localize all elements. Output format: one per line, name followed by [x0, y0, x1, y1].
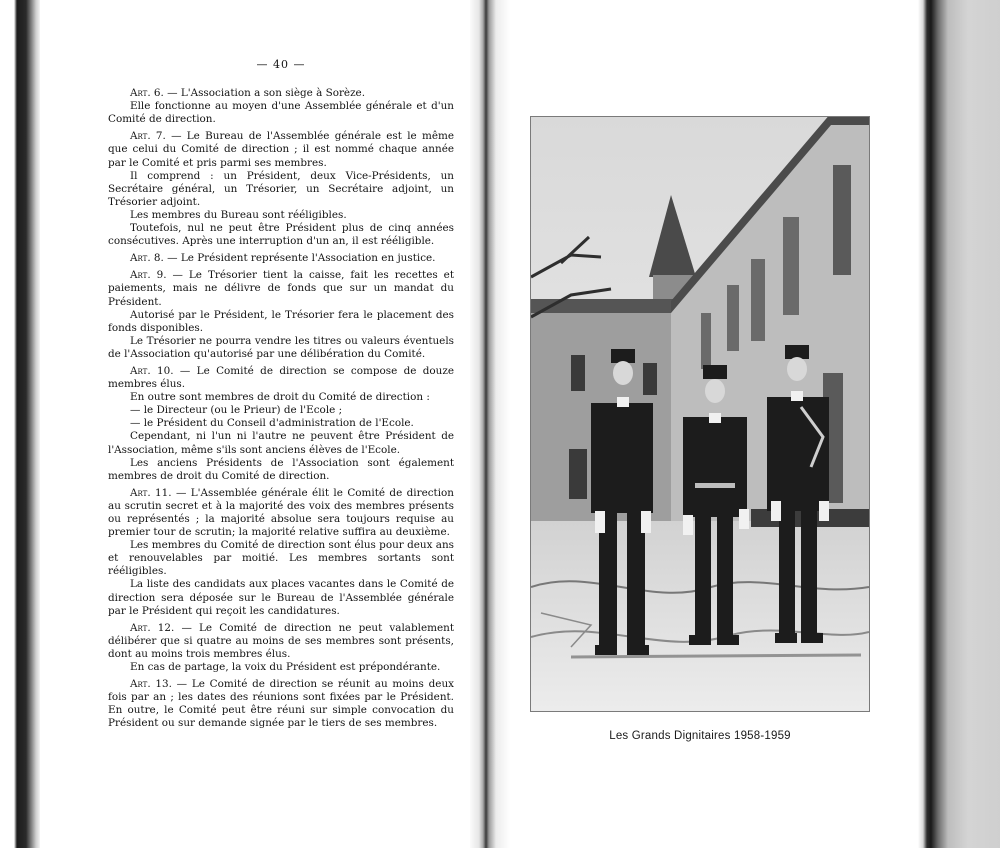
text-paragraph: [108, 417, 454, 430]
article-label: Art. 7.: [130, 130, 166, 143]
text-paragraph: [108, 430, 454, 456]
text-paragraph: [108, 309, 454, 335]
article-paragraph: [108, 252, 454, 265]
paragraph-text: En outre sont membres de droit du Comité de direction :: [130, 391, 430, 404]
text-paragraph: [108, 222, 454, 248]
text-paragraph: [108, 170, 454, 209]
dignitaries-photo: [530, 116, 870, 712]
article-paragraph: [108, 678, 454, 730]
text-paragraph: [108, 457, 454, 483]
paragraph-text: — Le Comité de direction ne peut valablement délibérer que si quatre au moins de ses membres sont présents, dont au moins trois membres élus.: [108, 621, 454, 660]
book-gutter: [470, 0, 510, 848]
page-number: — 40 —: [256, 58, 306, 71]
left-page: [108, 58, 454, 731]
text-paragraph: [108, 539, 454, 578]
article-label: Art. 12.: [130, 621, 175, 634]
text-paragraph: [108, 578, 454, 617]
paragraph-text: Cependant, ni l'un ni l'autre ne peuvent être Président de l'Association, même s'ils sont anciens élèves de l'Ecole.: [108, 430, 454, 456]
paragraph-text: Toutefois, nul ne peut être Président plus de cinq années consécutives. Après une interruption d'un an, il est rééligible.: [108, 222, 454, 248]
article-label: Art. 10.: [130, 364, 174, 377]
article-label: Art. 11.: [130, 486, 172, 499]
paragraph-text: — le Président du Conseil d'administration de l'Ecole.: [130, 417, 414, 430]
article-label: Art. 13.: [130, 678, 172, 691]
paragraph-text: Autorisé par le Président, le Trésorier fera le placement des fonds disponibles.: [108, 308, 454, 334]
article-paragraph: [108, 269, 454, 308]
paragraph-text: — L'Assemblée générale élit le Comité de direction au scrutin secret et à la majorité des voix des membres présents ou représentés ; la majorité absolue sera toujours requise au premier tour de scrutin; la majorité relative suffira au deuxième.: [108, 486, 454, 539]
photo-caption: Les Grands Dignitaires 1958-1959: [609, 730, 791, 742]
paragraph-text: — Le Trésorier tient la caisse, fait les recettes et paiements, mais ne délivre de fonds que sur un mandat du Président.: [108, 269, 454, 308]
article-label: Art. 8.: [130, 252, 164, 265]
paragraph-text: — Le Comité de direction se compose de douze membres élus.: [108, 364, 455, 391]
paragraph-text: — Le Bureau de l'Assemblée générale est le même que celui du Comité de direction ; il est nommé chaque année par le Comité et pris parmi ses membres.: [108, 130, 454, 169]
paragraph-text: — le Directeur (ou le Prieur) de l'Ecole ;: [130, 404, 343, 417]
text-paragraph: [108, 404, 454, 417]
paragraph-text: La liste des candidats aux places vacantes dans le Comité de direction sera déposée sur le Bureau de l'Assemblée générale par le Président qui reçoit les candidatures.: [108, 578, 454, 617]
article-paragraph: [108, 487, 454, 539]
paragraph-text: — L'Association a son siège à Sorèze.: [163, 87, 366, 100]
text-paragraph: [108, 391, 454, 404]
text-paragraph: [108, 661, 454, 674]
article-label: Art. 9.: [130, 269, 167, 282]
text-paragraph: [108, 335, 454, 361]
paragraph-text: Le Trésorier ne pourra vendre les titres ou valeurs éventuels de l'Association qu'autorisé par une délibération du Comité.: [108, 334, 454, 360]
text-paragraph: [108, 100, 454, 126]
paragraph-text: En cas de partage, la voix du Président est prépondérante.: [130, 661, 441, 674]
text-paragraph: [108, 209, 454, 222]
scan-binding-right: [908, 0, 1000, 848]
article-paragraph: [108, 87, 454, 100]
scan-binding-left: [0, 0, 40, 848]
paragraph-text: Les membres du Bureau sont rééligibles.: [130, 208, 347, 221]
paragraph-text: — Le Président représente l'Association en justice.: [163, 252, 436, 265]
paragraph-text: Les anciens Présidents de l'Association sont également membres de droit du Comité de direction.: [108, 456, 454, 482]
paragraph-text: Il comprend : un Président, deux Vice-Présidents, un Secrétaire général, un Trésorier, un Secrétaire adjoint, un Trésorier adjoint.: [108, 169, 454, 208]
article-paragraph: [108, 130, 454, 169]
article-paragraph: [108, 622, 454, 661]
statutes-text: [108, 87, 454, 730]
article-paragraph: [108, 365, 454, 391]
paragraph-text: Les membres du Comité de direction sont élus pour deux ans et renouvelables par moitié. Les membres sortants sont rééligibles.: [108, 539, 454, 578]
paragraph-text: — Le Comité de direction se réunit au moins deux fois par an ; les dates des réunions sont fixées par le Président. En outre, le Comité peut être réuni sur simple convocation du Président ou sur demande signée par le tiers de ses membres.: [108, 678, 455, 730]
paragraph-text: Elle fonctionne au moyen d'une Assemblée générale et d'un Comité de direction.: [108, 100, 454, 126]
article-label: Art. 6.: [130, 87, 164, 100]
right-page: [530, 116, 870, 742]
